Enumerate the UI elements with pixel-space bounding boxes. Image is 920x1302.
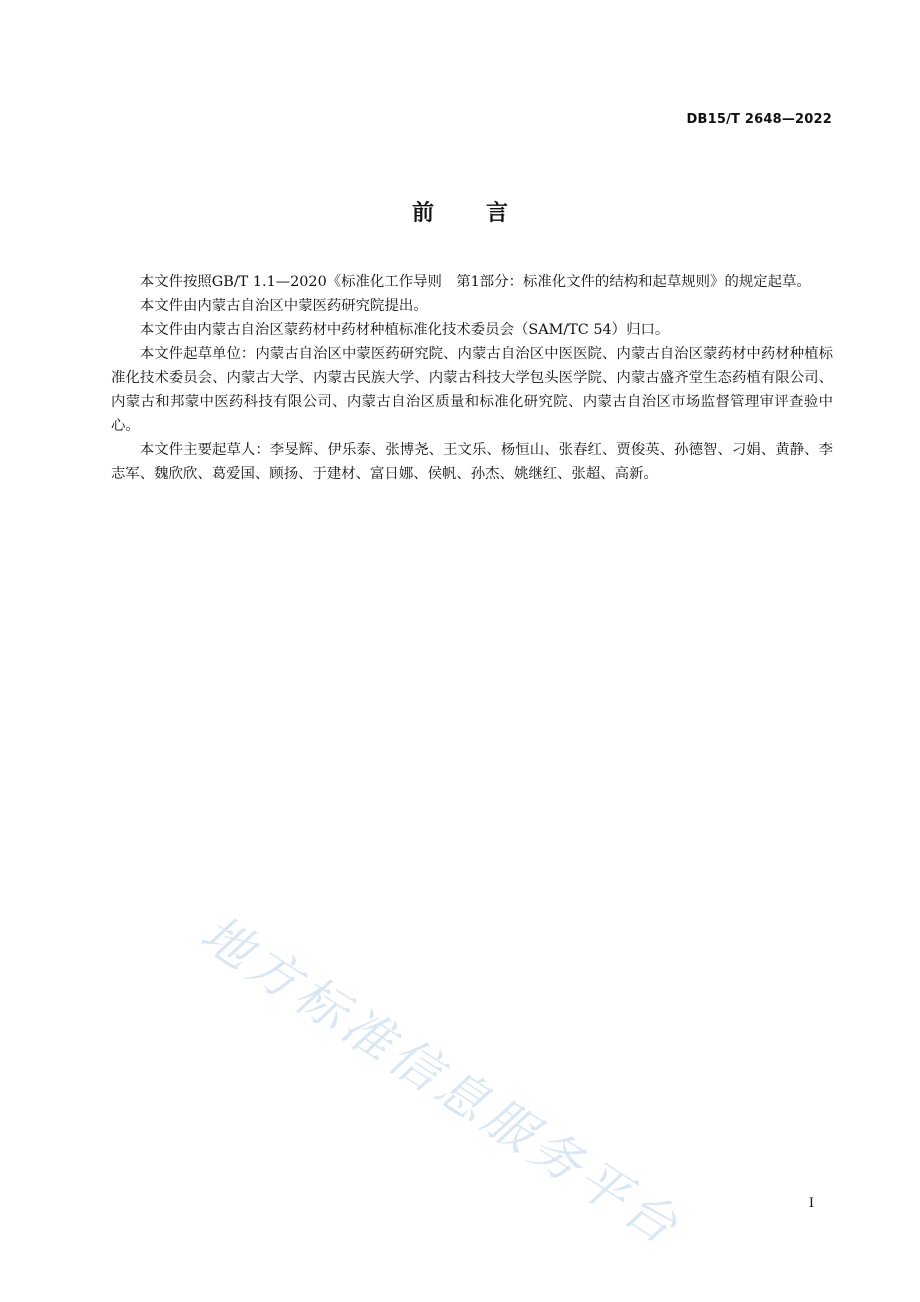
document-code: DB15/T 2648—2022: [686, 112, 832, 127]
page-title: 前言: [411, 201, 560, 226]
paragraph-governing-committee: 本文件由内蒙古自治区蒙药材中药材种植标准化技术委员会（SAM/TC 54）归口。: [139, 322, 670, 338]
paragraph-drafting-rules: 本文件按照GB/T 1.1—2020《标准化工作导则 第1部分：标准化文件的结构和起草规则》的规定起草。: [139, 274, 811, 290]
foreword-body: [111, 270, 833, 486]
paragraph-drafters: 本文件主要起草人：李旻辉、伊乐泰、张博尧、王文乐、杨恒山、张春红、贾俊英、孙德智、刁娟、黄静、李志军、魏欣欣、葛爱国、顾扬、于建材、富日娜、侯帆、孙杰、姚继红、张超、高新。: [111, 442, 833, 482]
paragraph-drafting-units: 本文件起草单位：内蒙古自治区中蒙医药研究院、内蒙古自治区中医医院、内蒙古自治区蒙药材中药材种植标准化技术委员会、内蒙古大学、内蒙古民族大学、内蒙古科技大学包头医学院、内蒙古盛齐堂生态药植有限公司、内蒙古和邦蒙中医药科技有限公司、内蒙古自治区质量和标准化研究院、内蒙古自治区市场监督管理审评查验中心。: [111, 346, 833, 434]
page-number: I: [808, 1196, 814, 1211]
paragraph-proposer: 本文件由内蒙古自治区中蒙医药研究院提出。: [139, 298, 428, 314]
watermark: 地方标准信息服务平台: [190, 904, 692, 1258]
